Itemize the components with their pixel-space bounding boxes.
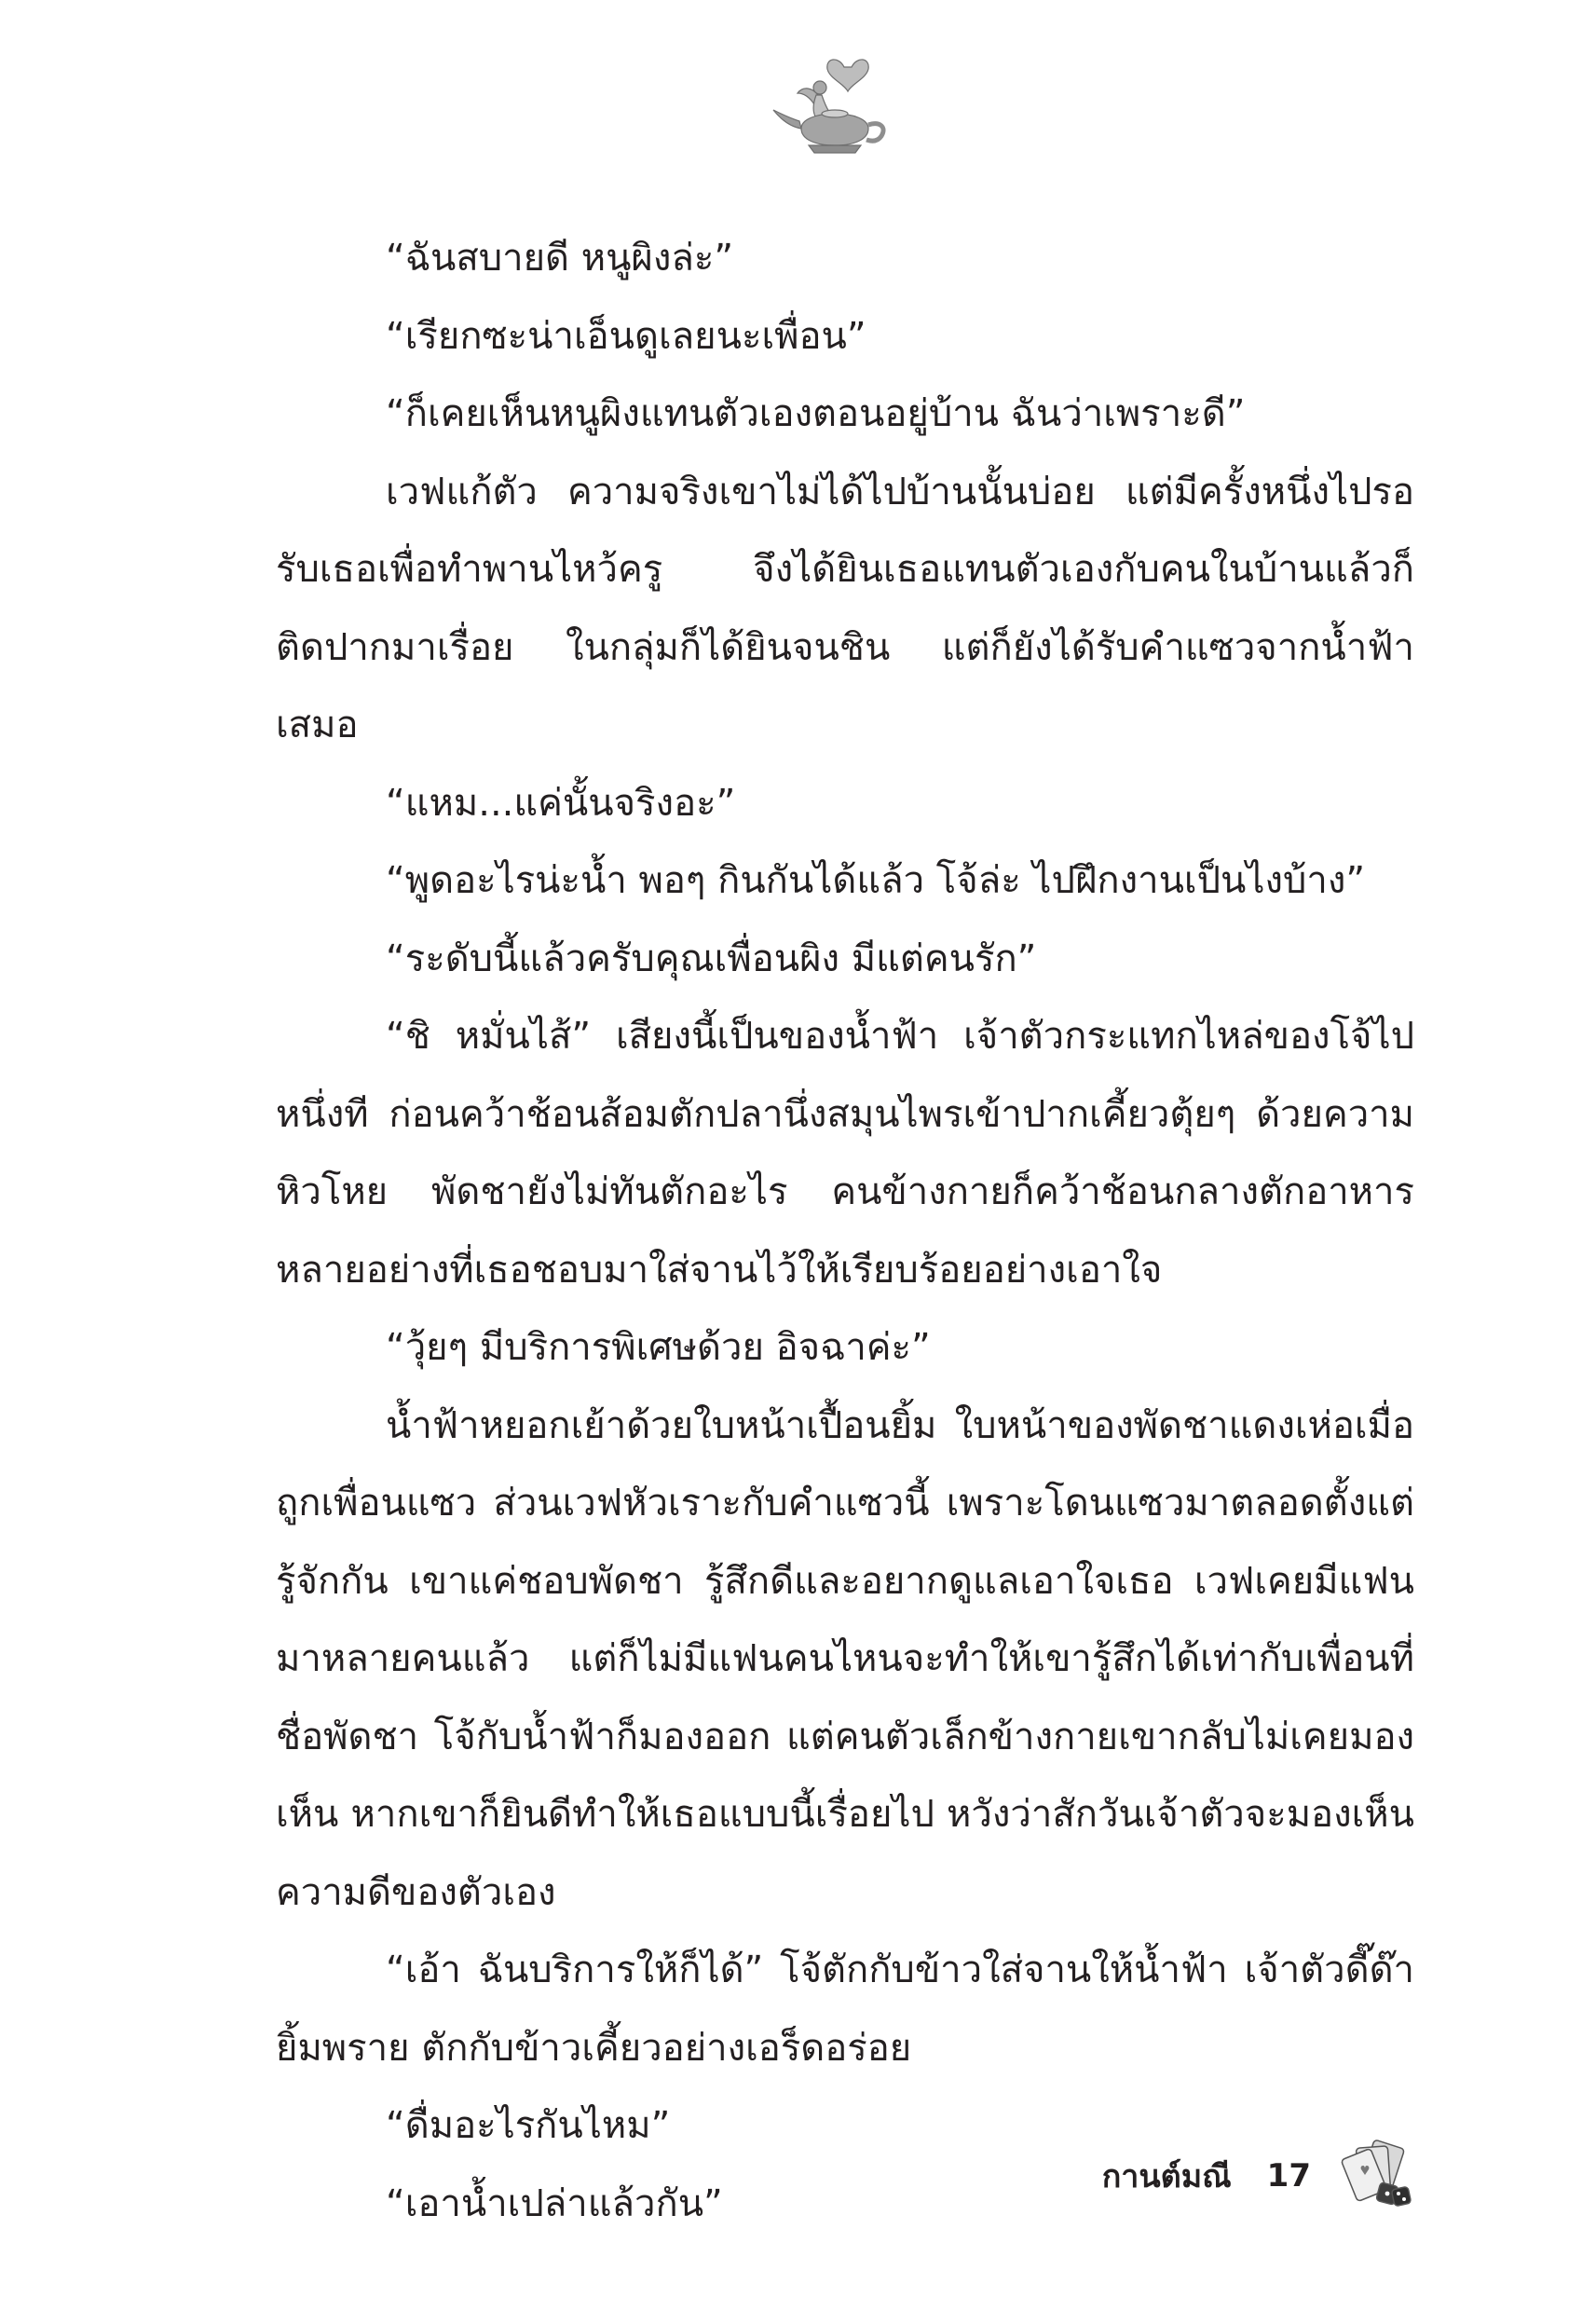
paragraph-5: “แหม...แค่นั้นจริงอะ” bbox=[386, 781, 736, 825]
playing-cards-dice-icon bbox=[1339, 2138, 1423, 2214]
paragraph-8: “ชิ หมั่นไส้” เสียงนี้เป็นของน้ำฟ้า เจ้าตัวกระแทกไหล่ของโจ้ไปหนึ่งที ก่อนคว้าช้อนส้อมตักปลานึ่งสมุนไพรเข้าปากเคี้ยวตุ้ยๆ ด้วยความหิวโหย พัดชายังไม่ทันตักอะไร คนข้างกายก็คว้าช้อนกลางตักอาหารหลายอย่างที่เธอชอบมาใส่จานไว้ให้เรียบร้อยอย่างเอาใจ bbox=[276, 1015, 1414, 1292]
paragraph-4: เวฟแก้ตัว ความจริงเขาไม่ได้ไปบ้านนั้นบ่อย แต่มีครั้งหนึ่งไปรอรับเธอเพื่อทำพานไหว้ครู จึงได้ยินเธอแทนตัวเองกับคนในบ้านแล้วก็ติดปากมาเรื่อย ในกลุ่มก็ได้ยินจนชิน แต่ก็ยังได้รับคำแซวจากน้ำฟ้าเสมอ bbox=[276, 470, 1414, 746]
author-name: กานต์มณี bbox=[1101, 2158, 1232, 2195]
paragraph-3: “ก็เคยเห็นหนูผิงแทนตัวเองตอนอยู่บ้าน ฉันว่าเพราะดี” bbox=[386, 392, 1246, 435]
page-number: 17 bbox=[1266, 2157, 1311, 2195]
paragraph-1: “ฉันสบายดี หนูผิงล่ะ” bbox=[386, 237, 734, 280]
paragraph-9: “วุ้ยๆ มีบริการพิเศษด้วย อิจฉาค่ะ” bbox=[386, 1326, 931, 1369]
paragraph-13: “เอาน้ำเปล่าแล้วกัน” bbox=[386, 2181, 723, 2225]
page-footer bbox=[1102, 2134, 1423, 2218]
story-text bbox=[276, 220, 1414, 2243]
paragraph-10: น้ำฟ้าหยอกเย้าด้วยใบหน้าเปื้อนยิ้ม ใบหน้าของพัดชาแดงเห่อเมื่อถูกเพื่อนแซว ส่วนเวฟหัวเราะกับคำแซวนี้ เพราะโดนแซวมาตลอดตั้งแต่รู้จักกัน เขาแค่ชอบพัดชา รู้สึกดีและอยากดูแลเอาใจเธอ เวฟเคยมีแฟนมาหลายคนแล้ว แต่ก็ไม่มีแฟนคนไหนจะทำให้เขารู้สึกได้เท่ากับเพื่อนที่ชื่อพัดชา โจ้กับน้ำฟ้าก็มองออก แต่คนตัวเล็กข้างกายเขากลับไม่เคยมองเห็น หากเขาก็ยินดีทำให้เธอแบบนี้เรื่อยไป หวังว่าสักวันเจ้าตัวจะมองเห็นความดีของตัวเอง bbox=[276, 1403, 1414, 1914]
paragraph-2: “เรียกซะน่าเอ็นดูเลยนะเพื่อน” bbox=[386, 314, 866, 358]
teapot-ornament-icon bbox=[764, 54, 904, 164]
paragraph-11: “เอ้า ฉันบริการให้ก็ได้” โจ้ตักกับข้าวใส่จานให้น้ำฟ้า เจ้าตัวดี๊ด๊ายิ้มพราย ตักกับข้าวเคี้ยวอย่างเอร็ดอร่อย bbox=[276, 1949, 1414, 2070]
paragraph-6: “พูดอะไรน่ะน้ำ พอๆ กินกันได้แล้ว โจ้ล่ะ ไปฝึกงานเป็นไงบ้าง” bbox=[386, 859, 1366, 902]
paragraph-12: “ดื่มอะไรกันไหม” bbox=[386, 2104, 671, 2147]
paragraph-7: “ระดับนี้แล้วครับคุณเพื่อนผิง มีแต่คนรัก” bbox=[386, 937, 1037, 980]
